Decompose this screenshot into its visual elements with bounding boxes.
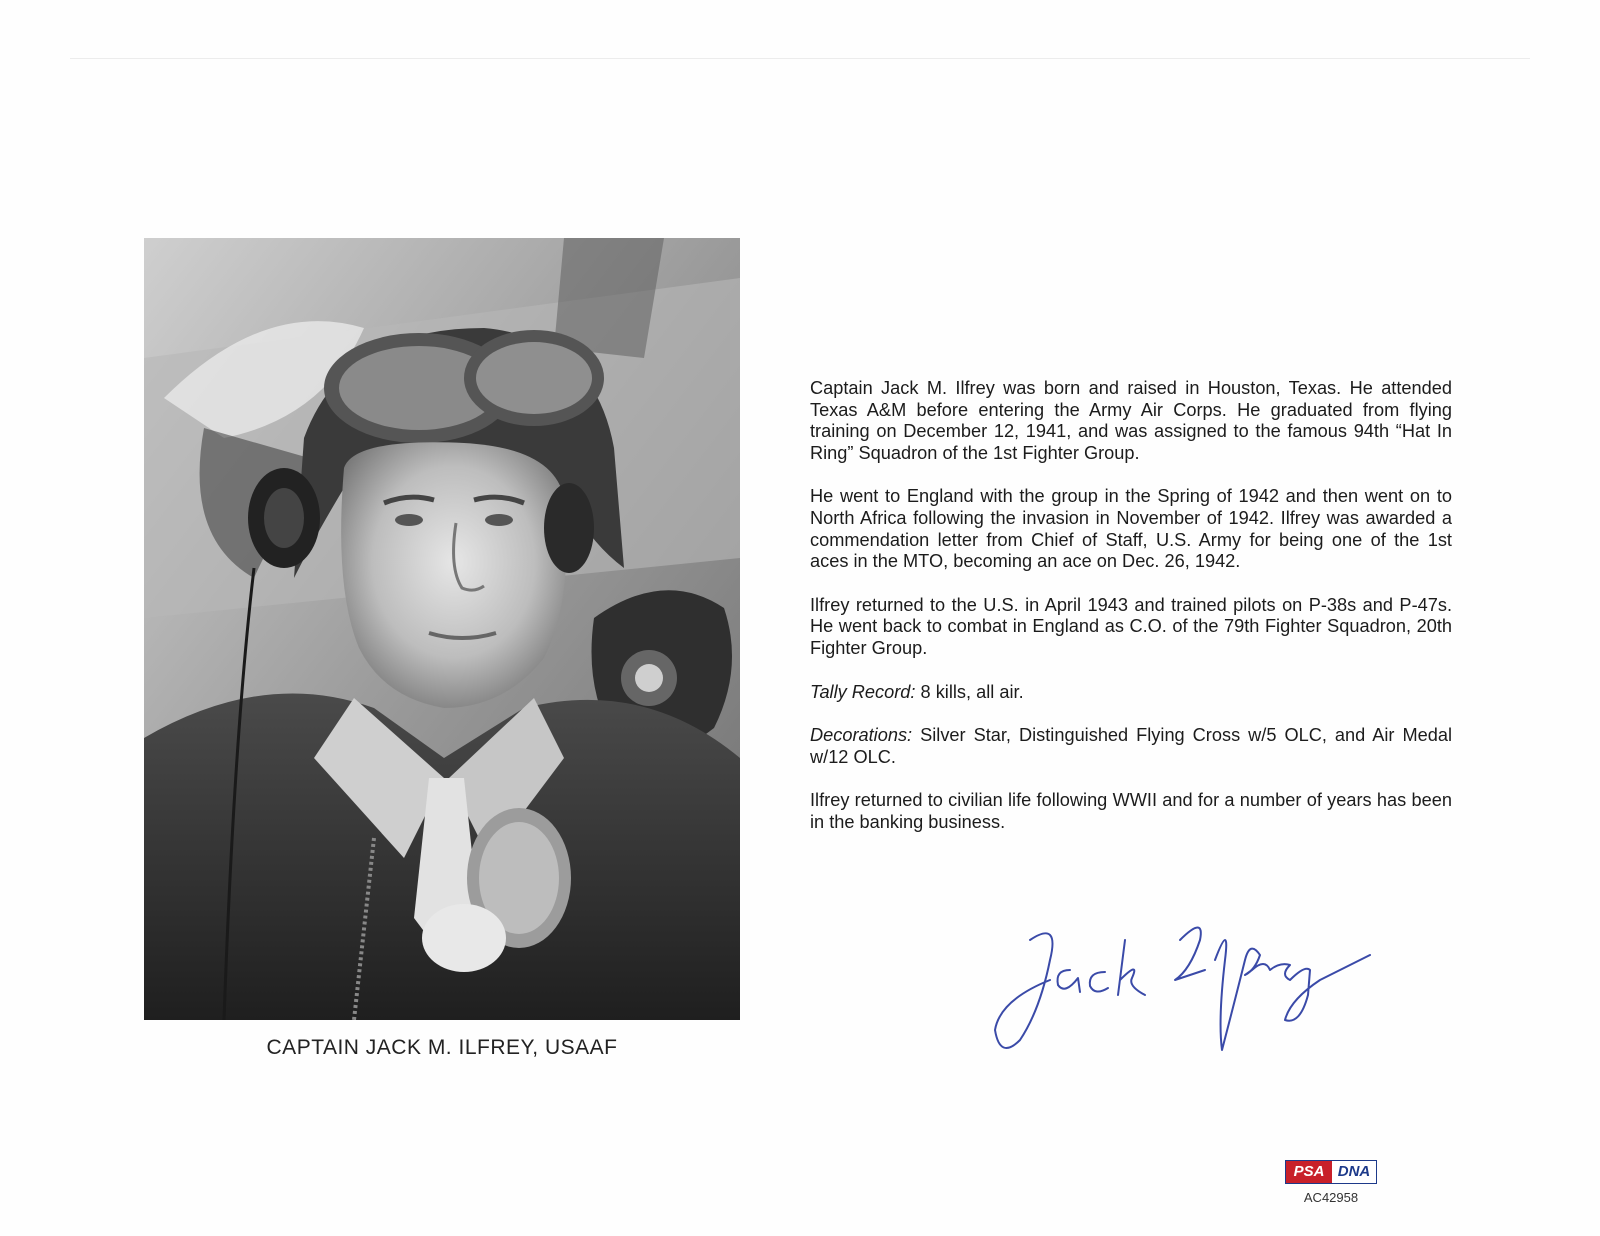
photo-caption: CAPTAIN JACK M. ILFREY, USAAF [266, 1036, 618, 1059]
page-edge-line [70, 58, 1530, 59]
biography-text [810, 378, 1452, 856]
bio-paragraph-england-africa: He went to England with the group in the Spring of 1942 and then went on to North Africa following the invasion in November of 1942. Ilfrey was awarded a commendation letter from Chief of Staff, U.S. Army for being one of the 1st aces in the MTO, becoming an ace on Dec. 26, 1942. [810, 486, 1452, 572]
pilot-portrait-illustration [144, 238, 740, 1020]
psa-logo-text: PSA [1286, 1161, 1332, 1183]
decorations-value: Silver Star, Distinguished Flying Cross w/5 OLC, and Air Medal w/12 OLC. [810, 725, 1452, 767]
bio-paragraph-return: Ilfrey returned to the U.S. in April 1943 and trained pilots on P-38s and P-47s. He went back to combat in England as C.O. of the 79th Fighter Squadron, 20th Fighter Group. [810, 594, 1452, 658]
pilot-portrait-photo [144, 238, 740, 1020]
bio-paragraph-civilian: Ilfrey returned to civilian life following WWII and for a number of years has been in the banking business. [810, 790, 1452, 832]
dna-logo-text: DNA [1332, 1161, 1376, 1183]
autograph-signature [990, 900, 1390, 1060]
tally-record-label: Tally Record: [810, 681, 916, 702]
tally-record-value: 8 kills, all air. [915, 681, 1024, 702]
authentication-code: AC42958 [1303, 1190, 1359, 1205]
bio-decorations [810, 725, 1452, 768]
signature-drawing [990, 900, 1390, 1060]
decorations-label: Decorations: [810, 725, 913, 746]
bio-tally-record [810, 682, 1452, 704]
bio-paragraph-early-life: Captain Jack M. Ilfrey was born and raised in Houston, Texas. He attended Texas A&M before entering the Army Air Corps. He graduated from flying training on December 12, 1941, and was assigned to the famous 94th “Hat In Ring” Squadron of the 1st Fighter Group. [810, 378, 1452, 463]
psa-dna-authentication-logo [1285, 1160, 1377, 1184]
